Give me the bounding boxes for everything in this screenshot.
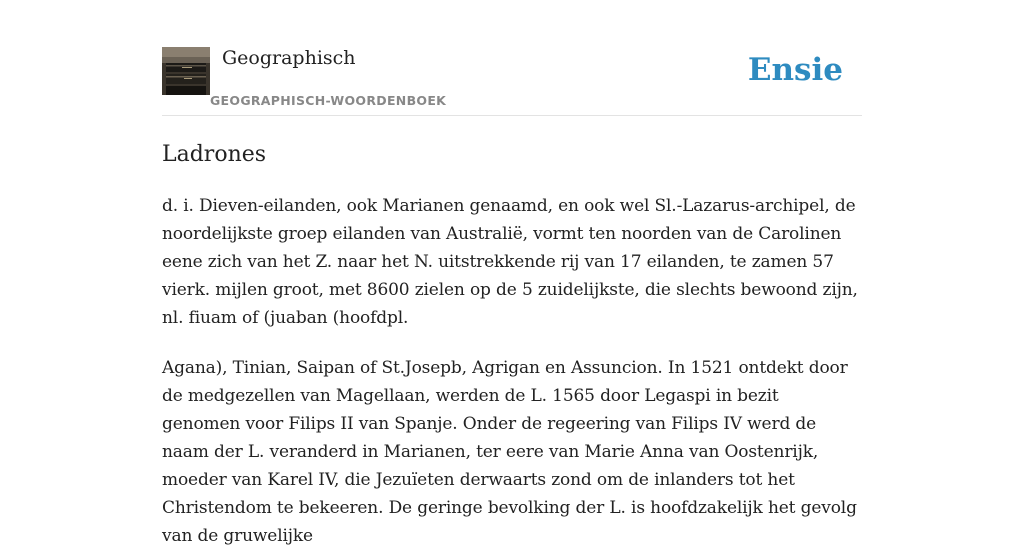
site-subtitle[interactable]: GEOGRAPHISCH-WOORDENBOEK [210, 93, 447, 108]
ensie-logo[interactable]: Ensie [747, 52, 843, 88]
header-divider [162, 115, 862, 116]
page-header [162, 46, 862, 116]
article-paragraph: Agana), Tinian, Saipan of St.Josepb, Agrigan en Assuncion. In 1521 ontdekt door de medgezellen van Magellaan, werden de L. 1565 door Legaspi in bezit genomen voor Filips II van Spanje. Onder de regeering van Filips IV werd de naam der L. veranderd in Marianen, ter eere van Marie Anna van Oostenrijk, moeder van Karel IV, die Jezuïeten derwaarts zond om de inlanders tot het Christendom te bekeeren. De geringe bevolking der L. is hoofdzakelijk het gevolg van de gruwelijke [162, 358, 857, 546]
article-body [162, 192, 862, 550]
book-cover-avatar-icon [162, 47, 210, 95]
article-title: Ladrones [162, 142, 267, 167]
article [162, 140, 862, 550]
avatar[interactable] [162, 47, 210, 95]
site-title[interactable]: Geographisch [222, 47, 356, 69]
article-paragraph: d. i. Dieven-eilanden, ook Marianen genaamd, en ook wel Sl.-Lazarus-archipel, de noordelijkste groep eilanden van Australië, vormt ten noorden van de Carolinen eene zich van het Z. naar het N. uitstrekkende rij van 17 eilanden, te zamen 57 vierk. mijlen groot, met 8600 zielen op de 5 zuidelijkste, die slechts bewoond zijn, nl. fiuam of (juaban (hoofdpl. [162, 196, 858, 328]
